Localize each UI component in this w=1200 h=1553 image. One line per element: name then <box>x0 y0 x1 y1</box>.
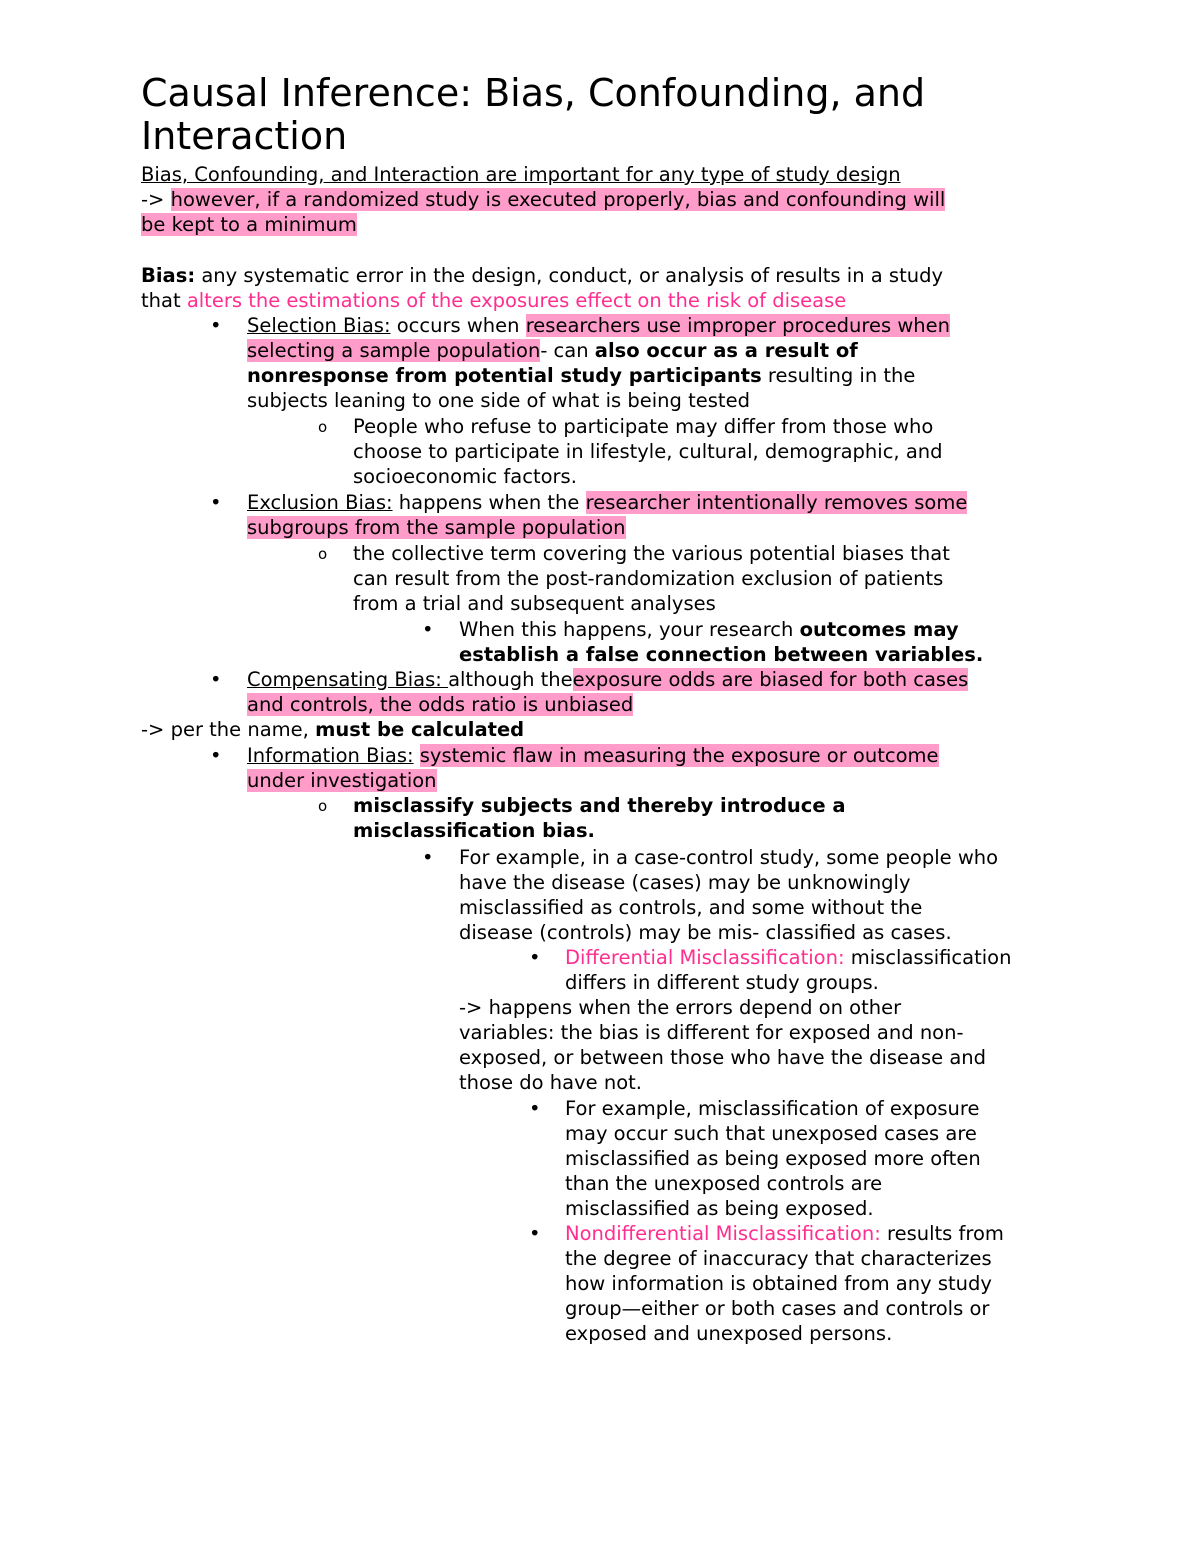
highlight: and controls, the odds ratio is unbiased <box>247 693 634 716</box>
example2-line: than the unexposed controls are <box>565 1172 883 1195</box>
compensating-label: Compensating Bias: <box>247 668 449 691</box>
nondiff-line: the degree of inaccuracy that characterizes <box>565 1247 992 1270</box>
text: happens when the <box>392 491 586 514</box>
bullet-marker: • <box>529 1222 541 1245</box>
circle-marker: o <box>318 418 328 436</box>
example2-line: misclassified as being exposed more often <box>565 1147 981 1170</box>
bold-text: outcomes may <box>799 618 959 641</box>
example2-line: misclassified as being exposed. <box>565 1197 874 1220</box>
bias-text: any systematic error in the design, conduct, or analysis of results in a study <box>195 264 943 287</box>
nondifferential-misclassification <box>565 1221 1004 1246</box>
circle-marker: o <box>318 545 328 563</box>
sub-item: misclassify subjects and thereby introduce a <box>353 794 846 817</box>
text: resulting in the <box>761 364 916 387</box>
nondiff-line: how information is obtained from any study <box>565 1272 992 1295</box>
bullet-marker: • <box>210 314 222 337</box>
text: When this happens, your research <box>459 618 800 641</box>
information-bias <box>247 743 939 768</box>
highlight: selecting a sample population <box>247 339 541 362</box>
circle-marker: o <box>318 797 328 815</box>
bullet-marker: • <box>422 846 434 869</box>
happens-line: variables: the bias is different for exposed and non- <box>459 1021 964 1044</box>
subsub-item <box>459 617 959 642</box>
sub-item: socioeconomic factors. <box>353 465 577 488</box>
bullet-marker: • <box>210 491 222 514</box>
text: - can <box>540 339 595 362</box>
sub-item: misclassification bias. <box>353 819 595 842</box>
highlight: researcher intentionally removes some <box>585 491 968 514</box>
sub-item: from a trial and subsequent analyses <box>353 592 716 615</box>
exclusion-label: Exclusion Bias: <box>247 491 393 514</box>
bullet-marker: • <box>529 1097 541 1120</box>
intro-underlined: Bias, Confounding, and Interaction are important for any type of study design <box>141 163 901 186</box>
highlight: under investigation <box>247 769 437 792</box>
intro-line <box>141 187 945 212</box>
bias-definition <box>141 263 943 288</box>
exclusion-bias <box>247 490 967 515</box>
subsub-item: establish a false connection between variables. <box>459 643 984 666</box>
intro-line <box>141 212 357 237</box>
text: occurs when <box>390 314 526 337</box>
happens-line: exposed, or between those who have the disease and <box>459 1046 987 1069</box>
per-name-line <box>141 717 524 742</box>
highlight: systemic flaw in measuring the exposure or outcome <box>419 744 939 767</box>
bold-text: nonresponse from potential study participants <box>247 364 762 387</box>
selection-label: Selection Bias: <box>247 314 391 337</box>
text: although the <box>448 668 573 691</box>
bullet-marker: • <box>210 668 222 691</box>
pink-text: alters the estimations of the exposures effect on the risk of disease <box>186 289 847 312</box>
example-line: For example, in a case-control study, some people who <box>459 846 999 869</box>
pink-text: Nondifferential Misclassification: <box>565 1222 881 1245</box>
bias-term: Bias: <box>141 264 196 287</box>
highlight: subgroups from the sample population <box>247 516 626 539</box>
highlight: be kept to a minimum <box>141 213 357 236</box>
information-bias <box>247 768 437 793</box>
intro-line <box>141 162 901 187</box>
example2-line: may occur such that unexposed cases are <box>565 1122 977 1145</box>
text: -> per the name, <box>141 718 316 741</box>
selection-bias <box>247 363 915 388</box>
highlight: researchers use improper procedures when <box>525 314 951 337</box>
sub-item: People who refuse to participate may differ from those who <box>353 415 934 438</box>
highlight: however, if a randomized study is executed properly, bias and confounding will <box>170 188 946 211</box>
selection-bias: subjects leaning to one side of what is being tested <box>247 389 750 412</box>
example-line: misclassified as controls, and some without the <box>459 896 923 919</box>
pink-text: Differential Misclassification: <box>565 946 845 969</box>
bullet-marker: • <box>210 744 222 767</box>
sub-item: can result from the post-randomization exclusion of patients <box>353 567 944 590</box>
text: results from <box>880 1222 1004 1245</box>
differential-misclassification: differs in different study groups. <box>565 971 879 994</box>
compensating-bias <box>247 692 633 717</box>
information-label: Information Bias: <box>247 744 414 767</box>
example2-line: For example, misclassification of exposure <box>565 1097 980 1120</box>
highlight: exposure odds are biased for both cases <box>572 668 969 691</box>
bold-text: must be calculated <box>315 718 525 741</box>
selection-bias <box>247 338 858 363</box>
selection-bias <box>247 313 950 338</box>
differential-misclassification <box>565 945 1011 970</box>
exclusion-bias <box>247 515 626 540</box>
nondiff-line: exposed and unexposed persons. <box>565 1322 893 1345</box>
compensating-bias <box>247 667 968 692</box>
bullet-marker: • <box>529 946 541 969</box>
bullet-marker: • <box>422 618 434 641</box>
nondiff-line: group—either or both cases and controls or <box>565 1297 990 1320</box>
happens-line: those do have not. <box>459 1071 642 1094</box>
happens-line: -> happens when the errors depend on other <box>459 996 902 1019</box>
example-line: have the disease (cases) may be unknowingly <box>459 871 911 894</box>
sub-item: the collective term covering the various potential biases that <box>353 542 950 565</box>
text: misclassification <box>844 946 1012 969</box>
bold-text: also occur as a result of <box>594 339 858 362</box>
bias-definition <box>141 288 846 313</box>
arrow: -> <box>141 188 165 211</box>
page-title: Causal Inference: Bias, Confounding, and Interaction <box>141 71 926 158</box>
sub-item: choose to participate in lifestyle, cultural, demographic, and <box>353 440 943 463</box>
example-line: disease (controls) may be mis- classified as cases. <box>459 921 952 944</box>
bias-text: that <box>141 289 187 312</box>
